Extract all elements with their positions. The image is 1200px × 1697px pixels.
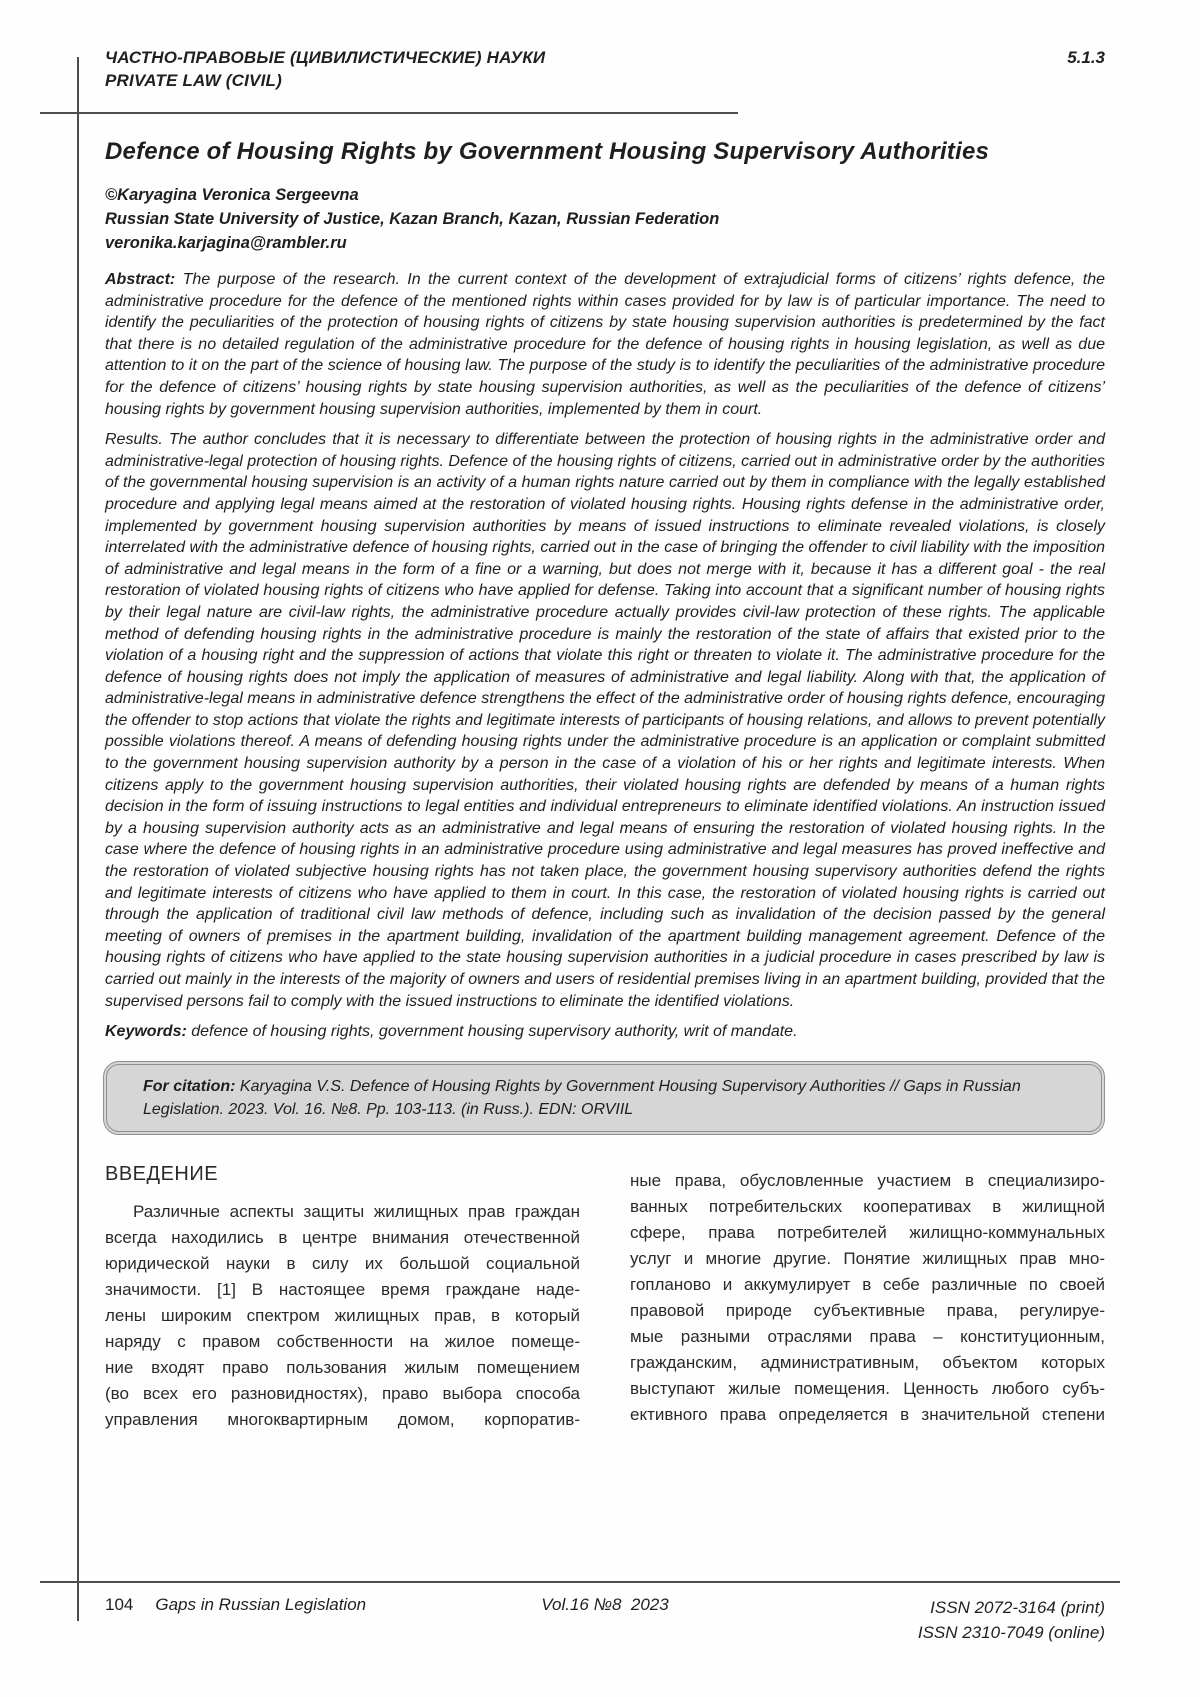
keywords-paragraph	[105, 1021, 1105, 1043]
page-header	[105, 0, 1105, 92]
footer-left	[105, 1595, 541, 1615]
abstract-text: The purpose of the research. In the current context of the development of extrajudicial forms of citizens’ rights defence, the administrative procedure for the defence of the mentioned rights within cases provided for by law is of particular importance. The need to identify the peculiarities of the protection of housing rights of citizens by state housing supervision authorities is predetermined by the fact that there is no detailed regulation of the administrative procedure for the defence of housing rights in housing legislation, as well as due attention to it on the part of the science of housing law. The purpose of the study is to identify the peculiarities of the administrative procedure for the defence of citizens’ housing rights by state housing supervision authorities, as well as the peculiarities of the defence of citizens’ housing rights by government housing supervision authorities, implemented by them in court.	[105, 271, 1105, 418]
citation-paragraph	[143, 1075, 1085, 1121]
article-title: Defence of Housing Rights by Government Housing Supervisory Authorities	[105, 138, 990, 165]
journal-name: Gaps in Russian Legislation	[155, 1595, 367, 1614]
citation-label: For citation:	[143, 1077, 236, 1095]
abstract-paragraph	[105, 269, 1105, 420]
right-column	[630, 1163, 1105, 1433]
results-text: Results. The author concludes that it is necessary to differentiate between the protection of housing rights in the administrative order and administrative-legal protection of housing rights. Defence of the housing rights of citizens, carried out in administrative order by the authorities of the governmental housing supervision is an activity of a human rights nature carried out by them in compliance with the legally established procedure and applying legal means aimed at the restoration of violated housing rights. Housing rights defense in the administrative order, implemented by government housing supervision authorities by means of issued instructions to eliminate revealed violations, is closely interrelated with the administrative defence of housing rights, carried out in the case of bringing the offender to civil liability with the imposition of administrative and legal means in the form of a fine or a warning, but does not merge with it, because it has a different goal - the real restoration of violated housing rights of citizens who have applied for defense. Taking into account that a significant number of housing rights by their legal nature are civil-law rights, the administrative procedure actually provides civil-law protection of these rights. The applicable method of defending housing rights in the administrative procedure is mainly the restoration of the state of affairs that existed prior to the violation of a housing right and the suppression of actions that violate this right or threaten to violate it. The administrative procedure for the defence of housing rights does not imply the application of measures of administrative and legal liability. Along with that, the application of administrative-legal means in administrative defence strengthens the effect of the administrative order of housing rights defence, encouraging the offender to stop actions that violate the rights and legitimate interests of participants of housing relations, and allows to prevent potentially possible violations thereof. A means of defending housing rights under the administrative procedure is an application or complaint submitted to the government housing supervision authority by a person in the case of a violation of his or her rights and legitimate interests. When citizens apply to the government housing supervision authorities, their violated housing rights are defended by means of a human rights decision in the form of issuing instructions to legal entities and individual entrepreneurs to eliminate identified violations. An instruction issued by a housing supervision authority acts as an administrative and legal means of ensuring the restoration of violated housing rights. In the case where the defence of housing rights in an administrative procedure using administrative and legal measures has proved ineffective and the restoration of violated subjective housing rights has not taken place, the government housing supervisory authorities defend the rights and legitimate interests of citizens who have applied to them in court. In this case, the restoration of violated housing rights is carried out through the application of traditional civil law methods of defence, including such as invalidation of the decision passed by the general meeting of owners of premises in the apartment building, invalidation of the apartment building management agreement. Defence of the housing rights of citizens who have applied to the state housing supervision authorities in a judicial procedure in cases prescribed by law is carried out mainly in the interests of the majority of owners and users of residential premises living in an apartment building, provided that the supervised persons fail to comply with the issued instructions to eliminate the identified violations.	[105, 431, 1105, 1010]
introduction-text-left: Различные аспекты защиты жилищных прав граждан всегда находились в центре внимания отечественной юридической науки в силу их большой социальной значимости. [1] В настоящее время граждане наде- лены широким спектром жилищных прав, в который наряду с правом собственности на жилое помеще- ние входят право пользования жилым помещением (во всех его разновидностях), право выбора способа управления многоквартирным домом, корпоратив-	[105, 1201, 580, 1429]
rubric-english: PRIVATE LAW (CIVIL)	[105, 71, 282, 90]
footer-right	[669, 1595, 1105, 1645]
author-email: veronika.karjagina@rambler.ru	[105, 234, 347, 252]
for-citation-box	[103, 1061, 1105, 1135]
issn-print: ISSN 2072-3164 (print)	[930, 1598, 1105, 1617]
author-name: ©Karyagina Veronica Sergeevna	[105, 186, 359, 204]
introduction-text-right: ные права, обусловленные участием в специализиро- ванных потребительских кооперативах в жилищной сфере, права потребителей жилищно-коммунальных услуг и многие другие. Понятие жилищных прав мно- гопланово и аккумулирует в себе различные по своей правовой природе субъективные права, регулируе- мые разными отраслями права – конституционным, гражданским, административным, объектом которых выступают жилые помещения. Ценность любого субъ- ективного права определяется в значительной степени	[630, 1170, 1105, 1424]
page-content	[105, 0, 1105, 1433]
page-footer	[40, 1581, 1120, 1645]
keywords-text: defence of housing rights, government housing supervisory authority, writ of mandate.	[191, 1023, 798, 1041]
introduction-columns	[105, 1163, 1105, 1433]
section-rubric	[105, 46, 545, 92]
left-column	[105, 1163, 580, 1433]
volume-issue: Vol.16 №8 2023	[541, 1595, 669, 1614]
citation-text: Karyagina V.S. Defence of Housing Rights by Government Housing Supervisory Authorities // Gaps in Russian Legislation. 2023. Vol. 16. №8. Pp. 103-113. (in Russ.). EDN: ORVIIL	[143, 1077, 1021, 1118]
specialty-code: 5.1.3	[1067, 48, 1105, 67]
keywords-label: Keywords:	[105, 1023, 187, 1041]
footer-row	[40, 1583, 1120, 1645]
author-block	[105, 183, 1105, 255]
results-paragraph	[105, 429, 1105, 1012]
issn-online: ISSN 2310-7049 (online)	[917, 1623, 1105, 1642]
left-margin-rule	[77, 57, 79, 1621]
page-number: 104	[105, 1595, 134, 1614]
author-affiliation: Russian State University of Justice, Kazan Branch, Kazan, Russian Federation	[105, 210, 720, 228]
introduction-heading: ВВЕДЕНИЕ	[105, 1162, 219, 1185]
abstract-label: Abstract:	[105, 271, 176, 288]
rubric-russian: ЧАСТНО-ПРАВОВЫЕ (ЦИВИЛИСТИЧЕСКИЕ) НАУКИ	[105, 48, 546, 67]
